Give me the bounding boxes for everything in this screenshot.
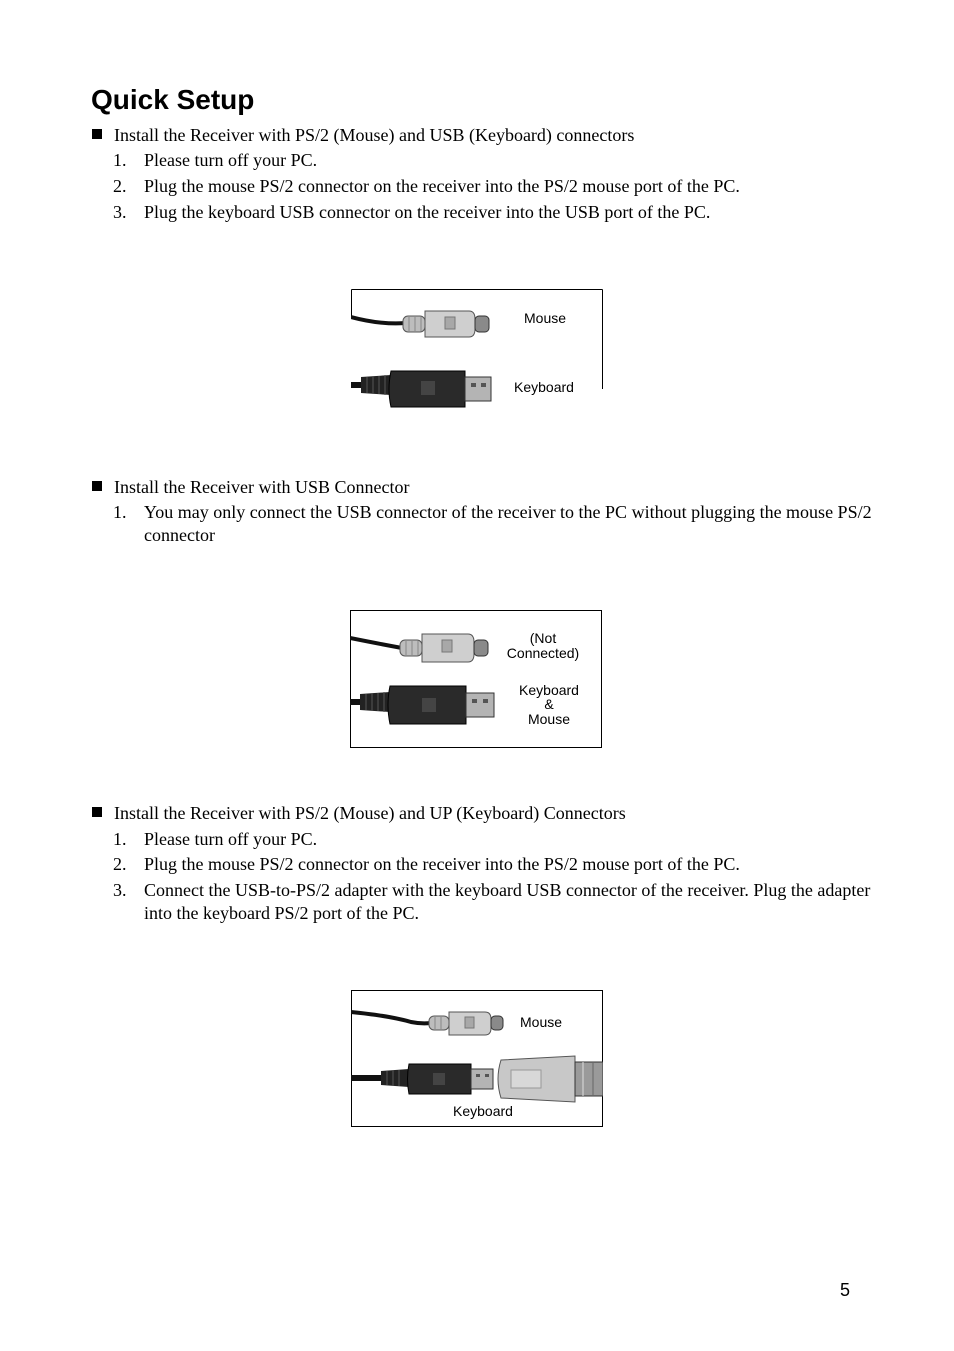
section-heading-usb-only: Install the Receiver with USB Connector (92, 476, 409, 499)
figure-label-keyboard-mouse: & (544, 696, 554, 712)
figure-label-keyboard: Keyboard (453, 1103, 513, 1119)
figure-label-keyboard-mouse: Mouse (527, 711, 571, 727)
figure-label-mouse: Mouse (524, 310, 567, 326)
list-item: 3. Connect the USB-to-PS/2 adapter with the keyboard USB connector of the receiver. Plug the adapter into the keyboard PS/2 port of the PC. (113, 880, 871, 923)
page-title: Quick Setup (91, 84, 255, 115)
list-item: 2. Plug the mouse PS/2 connector on the receiver into the PS/2 mouse port of the PC. (113, 854, 740, 874)
connector-illustration (351, 289, 603, 429)
figure-label-not-connected: Connected) (506, 645, 580, 661)
bullet-square-icon (92, 481, 102, 491)
page-number: 5 (840, 1280, 851, 1300)
list-item: 1. Please turn off your PC. (113, 829, 318, 849)
figure-usb-ps2-adapter (351, 990, 603, 1127)
list-item: 3. Plug the keyboard USB connector on the receiver into the USB port of the PC. (113, 202, 711, 222)
list-item: 1. You may only connect the USB connector of the receiver to the PC without plugging the mouse PS/2 connector (113, 502, 872, 545)
figure-label-mouse: Mouse (520, 1014, 563, 1030)
list-item: 1. Please turn off your PC. (113, 150, 318, 170)
bullet-square-icon (92, 129, 102, 139)
section-heading-ps2-usb: Install the Receiver with PS/2 (Mouse) and USB (Keyboard) connectors (92, 124, 634, 147)
list-item: 2. Plug the mouse PS/2 connector on the receiver into the PS/2 mouse port of the PC. (113, 176, 740, 196)
figure-label-keyboard: Keyboard (514, 379, 574, 395)
figure-ps2-usb-connectors (351, 289, 603, 429)
bullet-square-icon (92, 807, 102, 817)
section-heading-ps2-adapter: Install the Receiver with PS/2 (Mouse) and UP (Keyboard) Connectors (92, 802, 626, 825)
figure-label-keyboard-mouse: Keyboard (519, 682, 579, 698)
figure-usb-only-connector (350, 610, 602, 748)
figure-label-not-connected: (Not (529, 630, 557, 646)
connector-illustration (351, 990, 603, 1127)
connector-illustration (350, 610, 602, 748)
